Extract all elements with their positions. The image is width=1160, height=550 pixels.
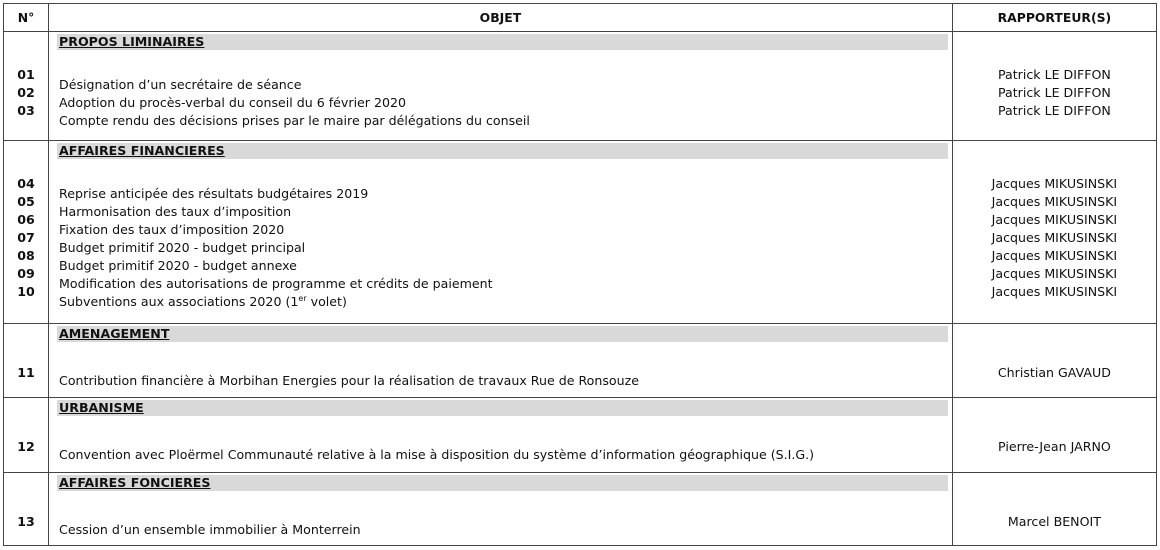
header-num: N° (4, 4, 49, 32)
item-objet: Convention avec Ploërmel Communauté relative à la mise à disposition du système d’information géographique (S.I.G.) (59, 447, 815, 462)
item-num: 08 (17, 248, 35, 263)
section-propos-liminaires (4, 32, 1157, 141)
section-rap-cell (952, 398, 1156, 473)
section-title: AFFAIRES FONCIERES (57, 475, 948, 491)
item-rapporteur: Christian GAVAUD (997, 365, 1111, 380)
section-rap-cell (952, 473, 1156, 546)
section-num-cell (4, 324, 49, 398)
section-title: AFFAIRES FINANCIERES (57, 143, 948, 159)
header-objet: OBJET (49, 4, 953, 32)
item-num: 13 (17, 514, 35, 529)
item-num: 11 (17, 365, 35, 380)
item-num: 07 (17, 230, 35, 245)
section-title: AMENAGEMENT (57, 326, 948, 342)
item-num: 03 (17, 103, 35, 118)
section-num-cell (4, 398, 49, 473)
section-affaires-financieres (4, 141, 1157, 324)
item-objet: Budget primitif 2020 - budget annexe (59, 258, 297, 273)
item-num: 04 (17, 176, 35, 191)
item-rapporteur: Jacques MIKUSINSKI (991, 194, 1118, 209)
superscript: er (298, 293, 307, 303)
section-obj-cell (49, 141, 953, 324)
item-rapporteur: Jacques MIKUSINSKI (991, 176, 1118, 191)
item-rapporteur: Jacques MIKUSINSKI (991, 248, 1118, 263)
item-objet: Reprise anticipée des résultats budgétaires 2019 (59, 186, 369, 201)
item-rapporteur: Pierre-Jean JARNO (998, 439, 1111, 454)
section-amenagement (4, 324, 1157, 398)
section-rap-cell (952, 32, 1156, 141)
item-num: 01 (17, 67, 35, 82)
header-rapporteur: RAPPORTEUR(S) (952, 4, 1156, 32)
item-num: 10 (17, 284, 35, 299)
section-urbanisme (4, 398, 1157, 473)
section-obj-cell (49, 473, 953, 546)
item-rapporteur: Patrick LE DIFFON (998, 67, 1111, 82)
item-objet: Compte rendu des décisions prises par le maire par délégations du conseil (59, 113, 530, 128)
section-num-cell (4, 32, 49, 141)
item-rapporteur: Patrick LE DIFFON (998, 85, 1111, 100)
item-num: 09 (17, 266, 35, 281)
item-objet: Budget primitif 2020 - budget principal (59, 240, 306, 255)
item-objet: Fixation des taux d’imposition 2020 (59, 222, 285, 237)
section-obj-cell (49, 32, 953, 141)
item-rapporteur: Jacques MIKUSINSKI (991, 212, 1118, 227)
agenda-table (3, 3, 1157, 546)
section-rap-cell (952, 324, 1156, 398)
item-rapporteur: Patrick LE DIFFON (998, 103, 1111, 118)
item-rapporteur: Marcel BENOIT (1007, 514, 1101, 529)
item-objet: Contribution financière à Morbihan Energies pour la réalisation de travaux Rue de Ronsouze (59, 373, 639, 388)
item-num: 06 (17, 212, 35, 227)
item-objet: Subventions aux associations 2020 (1er volet) (59, 293, 347, 309)
section-title: URBANISME (57, 400, 948, 416)
item-objet: Modification des autorisations de programme et crédits de paiement (59, 276, 493, 291)
item-objet: Cession d’un ensemble immobilier à Monterrein (59, 522, 361, 537)
header-row (4, 4, 1157, 32)
item-num: 05 (17, 194, 35, 209)
item-objet: Désignation d’un secrétaire de séance (59, 77, 302, 92)
section-obj-cell (49, 398, 953, 473)
item-rapporteur: Jacques MIKUSINSKI (991, 284, 1118, 299)
item-rapporteur: Jacques MIKUSINSKI (991, 230, 1118, 245)
item-objet: Adoption du procès-verbal du conseil du 6 février 2020 (59, 95, 407, 110)
item-rapporteur: Jacques MIKUSINSKI (991, 266, 1118, 281)
item-num: 12 (17, 439, 35, 454)
item-objet: Harmonisation des taux d’imposition (59, 204, 292, 219)
section-obj-cell (49, 324, 953, 398)
section-num-cell (4, 141, 49, 324)
section-num-cell (4, 473, 49, 546)
section-rap-cell (952, 141, 1156, 324)
section-title: PROPOS LIMINAIRES (57, 34, 948, 50)
item-num: 02 (17, 85, 35, 100)
section-affaires-foncieres (4, 473, 1157, 546)
